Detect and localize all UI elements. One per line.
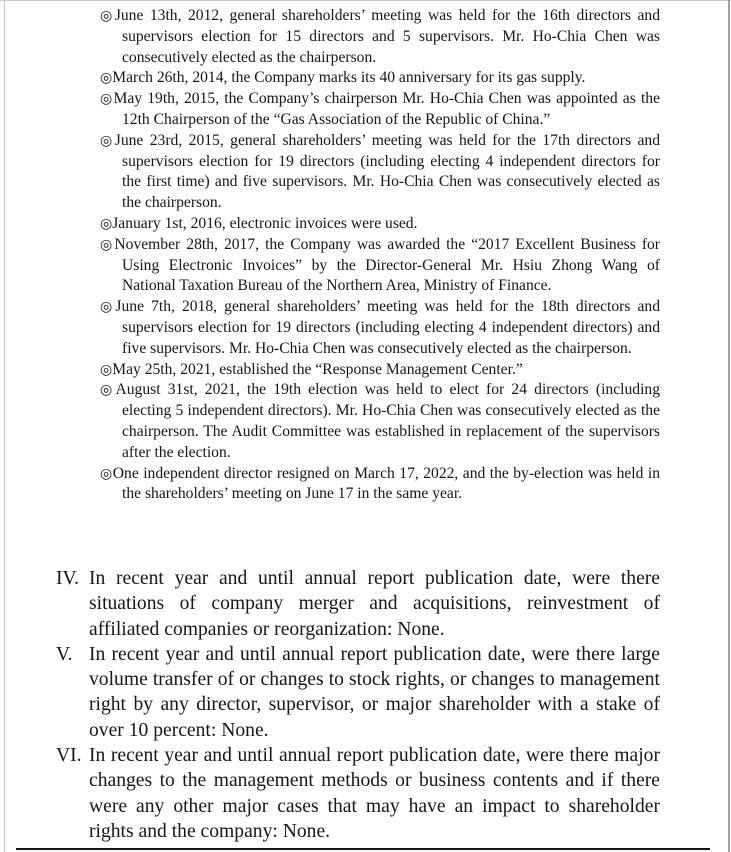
history-item [100, 235, 660, 297]
section-numeral: VI. [56, 745, 82, 767]
section-text: In recent year and until annual report publication date, were there large volume transfer of or changes to stock rights, or changes to management right by any director, supervisor, or major shareholder with a stake of over 10 percent: None. [89, 643, 660, 741]
bullseye-bullet-icon: ◎ [100, 91, 114, 108]
bullseye-bullet-icon: ◎ [100, 465, 113, 482]
bullseye-bullet-icon: ◎ [100, 215, 113, 232]
section-text: In recent year and until annual report publication date, were there situations of company merger and acquisitions, reinvestment of affiliated companies or reorganization: None. [89, 568, 660, 640]
history-item [100, 297, 660, 359]
bottom-horizontal-rule [16, 848, 710, 850]
page-edge-right [728, 0, 730, 852]
section-item [56, 642, 660, 743]
page-edge-left [4, 0, 5, 852]
history-item-text: One independent director resigned on March 17, 2022, and the by-election was held in the shareholders’ meeting on June 17 in the same year. [112, 464, 660, 503]
section-numeral: IV. [56, 568, 80, 589]
history-item-text: May 19th, 2015, the Company’s chairperson Mr. Ho-Chia Chen was appointed as the 12th Chairperson of the “Gas Association of the Republic of China.” [113, 90, 660, 128]
history-item [100, 68, 660, 89]
history-item [100, 360, 660, 381]
bullseye-bullet-icon: ◎ [100, 8, 115, 24]
history-item [100, 6, 660, 68]
history-item-text: August 31st, 2021, the 19th election was held to elect for 24 directors (including electing 5 independent directors). Mr. Ho-Chia Chen was consecutively elected as the chairperson. The Audit Committee was established in replacement of the supervisors after the election. [115, 381, 660, 461]
section-numeral: V. [56, 643, 73, 665]
history-item-text: June 13th, 2012, general shareholders’ meeting was held for the 16th directors and supervisors election for 15 directors and 5 supervisors. Mr. Ho-Chia Chen was consecutively elected as the chairperson. [114, 7, 661, 66]
history-item-text: June 7th, 2018, general shareholders’ meeting was held for the 18th directors and supervisors election for 19 directors (including electing 4 independent directors) and five supervisors. Mr. Ho-Chia Chen was consecutively elected as the chairperson. [115, 298, 660, 357]
section-item [56, 743, 660, 844]
history-item-text: May 25th, 2021, established the “Response Management Center.” [112, 360, 523, 378]
bullseye-bullet-icon: ◎ [100, 299, 116, 316]
bullseye-bullet-icon: ◎ [100, 132, 115, 149]
company-history-list [100, 6, 660, 505]
history-item-text: November 28th, 2017, the Company was awarded the “2017 Excellent Business for Using Electronic Invoices” by the Director-General Mr. Hsiu Zhong Wang of National Taxation Bureau of the Northern Area, Ministry of Finance. [114, 235, 661, 295]
section-text: In recent year and until annual report publication date, were there major changes to the management methods or business contents and if there were any other major cases that may have an impact to shareholder rights and the company: None. [89, 745, 660, 842]
history-item [100, 464, 660, 506]
history-item [100, 214, 660, 235]
bullseye-bullet-icon: ◎ [100, 361, 113, 378]
history-item-text: March 26th, 2014, the Company marks its 40 anniversary for its gas supply. [112, 69, 586, 87]
history-item-text: June 23rd, 2015, general shareholders’ meeting was held for the 17th directors and supervisors election for 19 directors (including electing 4 independent directors for the first time) and five supervisors. Mr. Ho-Chia Chen was consecutively elected as the chairperson. [114, 131, 661, 212]
report-sections [56, 566, 660, 844]
page-edge-top [0, 0, 731, 1]
bullseye-bullet-icon: ◎ [100, 236, 115, 253]
bullseye-bullet-icon: ◎ [100, 382, 116, 399]
history-item-text: January 1st, 2016, electronic invoices were used. [112, 214, 418, 232]
history-item [100, 89, 660, 131]
history-item [100, 380, 660, 463]
bullseye-bullet-icon: ◎ [100, 70, 113, 87]
history-item [100, 131, 660, 214]
section-item [56, 566, 660, 642]
